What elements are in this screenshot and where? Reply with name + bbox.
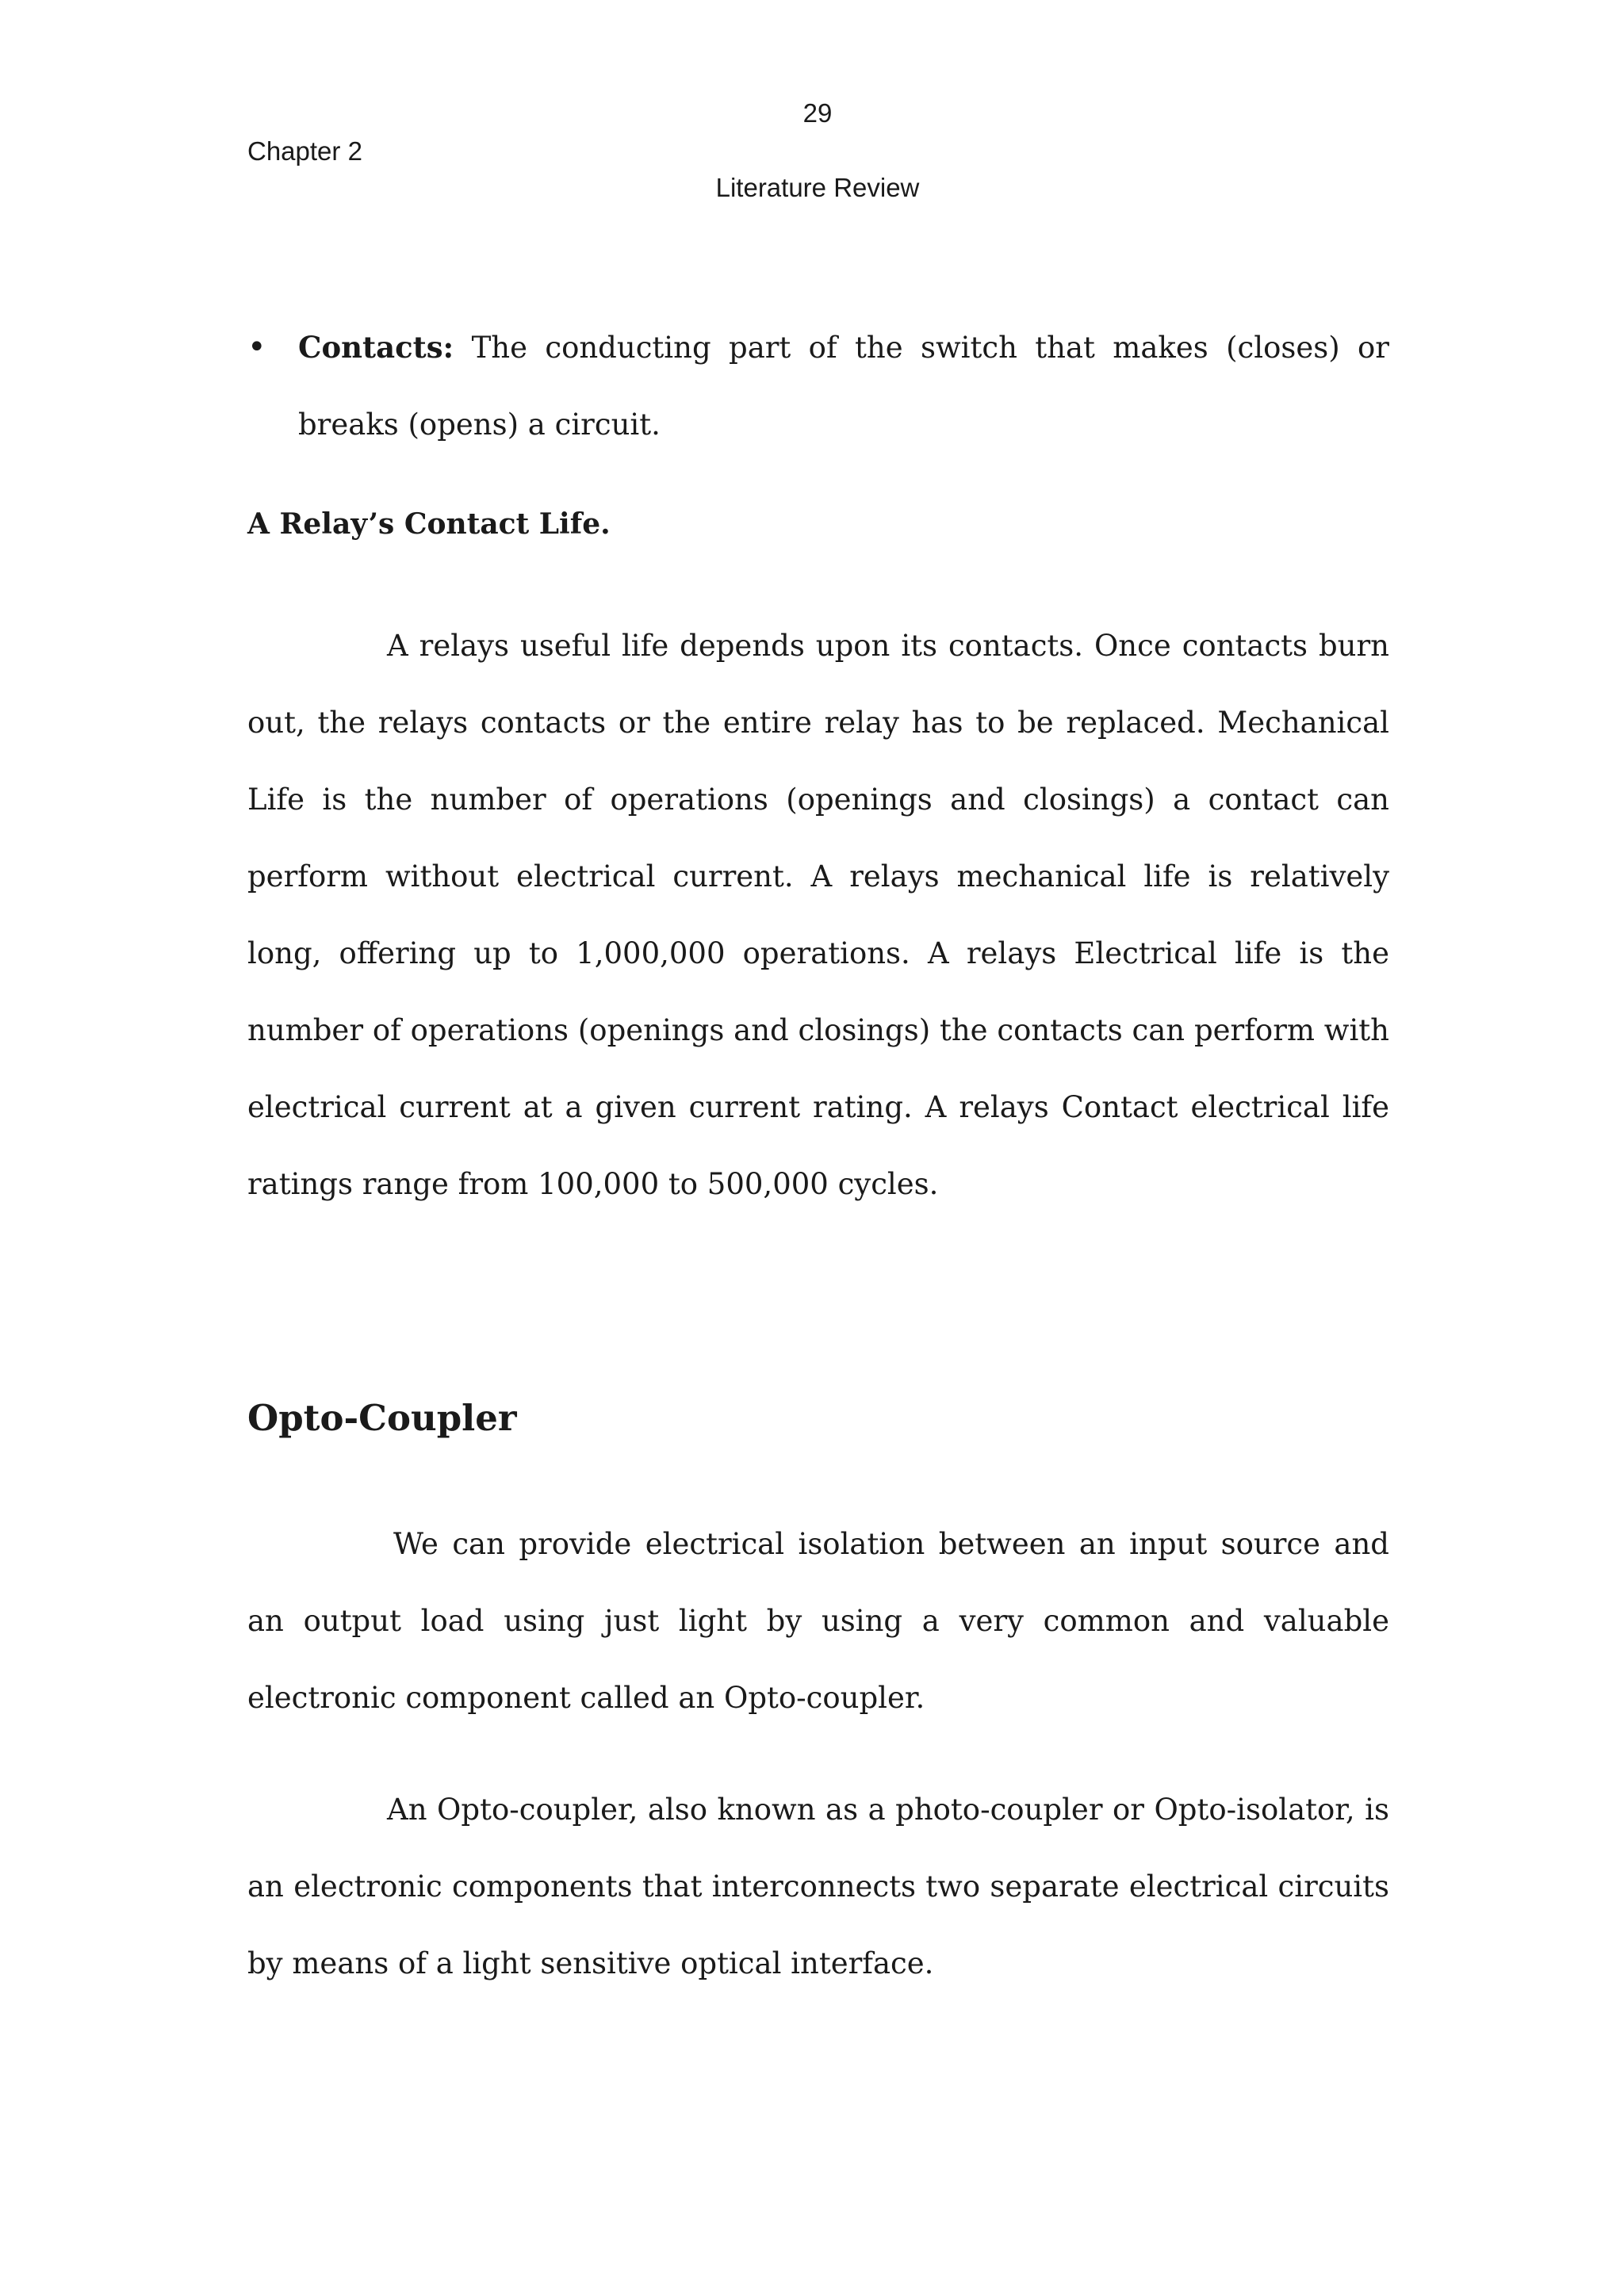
bullet-body [298, 309, 1389, 463]
opto-coupler-heading: Opto-Coupler [247, 1397, 517, 1439]
bullet-icon: • [247, 329, 266, 365]
bullet-item-contacts [247, 309, 1389, 463]
opto-coupler-paragraph-2: An Opto-coupler, also known as a photo-coupler or Opto-isolator, is an electronic components that interconnects two separate electrical circuits by means of a light sensitive optical interface. [247, 1793, 1389, 1980]
bullet-text: The conducting part of the switch that makes (closes) or breaks (opens) a circuit. [298, 331, 1389, 442]
opto-coupler-paragraph-1: We can provide electrical isolation between an input source and an output load using just light by using a very common and valuable electronic component called an Opto-coupler. [247, 1527, 1389, 1715]
bullet-term: Contacts: [298, 330, 454, 365]
section-label: Literature Review [715, 173, 920, 202]
chapter-label: Chapter 2 [247, 136, 362, 166]
contact-life-paragraph: A relays useful life depends upon its contacts. Once contacts burn out, the relays contacts or the entire relay has to be replaced. Mechanical Life is the number of operations (openings and closings) a contact can perform without electrical current. A relays mechanical life is relatively long, offering up to 1,000,000 operations. A relays Electrical life is the number of operations (openings and closings) the contacts can perform with electrical current at a given current rating. A relays Contact electrical life ratings range from 100,000 to 500,000 cycles. [247, 629, 1389, 1201]
contact-life-heading: A Relay’s Contact Life. [247, 507, 611, 541]
page-number: 29 [802, 98, 833, 128]
